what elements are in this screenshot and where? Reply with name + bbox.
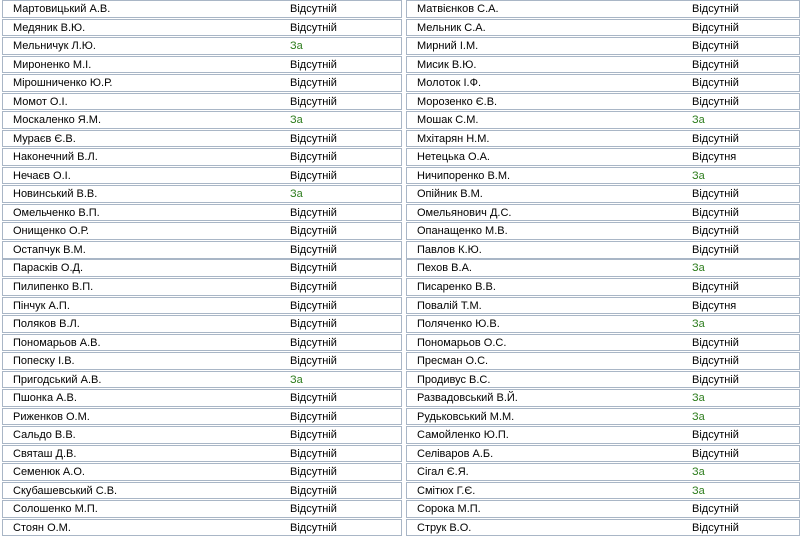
table-row: [406, 334, 800, 352]
table-row: [406, 278, 800, 296]
table-row: [406, 371, 800, 389]
vote-status: За: [290, 114, 303, 127]
deputy-name: Мисик В.Ю.: [417, 58, 477, 71]
deputy-name: Морозенко Є.В.: [417, 95, 498, 108]
vote-status: Відсутній: [290, 280, 337, 293]
deputy-name: Мураєв Є.В.: [13, 132, 76, 145]
deputy-name: Рудьковський М.М.: [417, 410, 515, 423]
table-row: [406, 500, 800, 518]
table-row: [406, 389, 800, 407]
deputy-name: Сорока М.П.: [417, 503, 481, 516]
deputy-name: Сальдо В.В.: [13, 429, 76, 442]
deputy-name: Омельянович Д.С.: [417, 206, 512, 219]
table-row: [2, 371, 402, 389]
vote-status: Відсутній: [692, 58, 739, 71]
table-row: [406, 408, 800, 426]
deputy-name: Святаш Д.В.: [13, 447, 77, 460]
deputy-name: Онищенко О.Р.: [13, 225, 89, 238]
deputy-name: Селіваров А.Б.: [417, 447, 494, 460]
left-vote-list: [2, 0, 402, 537]
deputy-name: Матвієнков С.А.: [417, 3, 499, 15]
deputy-name: Повалій Т.М.: [417, 299, 482, 312]
table-row: [406, 185, 800, 203]
deputy-name: Опанащенко М.В.: [417, 225, 508, 238]
deputy-name: Молоток І.Ф.: [417, 77, 482, 90]
deputy-name: Пінчук А.П.: [13, 299, 70, 312]
deputy-name: Сігал Є.Я.: [417, 466, 469, 479]
vote-status: Відсутній: [290, 225, 337, 238]
deputy-name: Развадовський В.Й.: [417, 392, 518, 405]
vote-status: Відсутній: [692, 355, 739, 368]
vote-status: Відсутній: [692, 447, 739, 460]
vote-status: Відсутній: [692, 503, 739, 516]
deputy-name: Наконечний В.Л.: [13, 151, 98, 164]
vote-status: Відсутній: [290, 447, 337, 460]
deputy-name: Парасків О.Д.: [13, 262, 84, 275]
deputy-name: Скубашевський С.В.: [13, 484, 118, 497]
vote-status: Відсутній: [692, 21, 739, 34]
table-row: [406, 482, 800, 500]
deputy-name: Ничипоренко В.М.: [417, 169, 511, 182]
table-row: [406, 445, 800, 463]
table-row: [406, 111, 800, 129]
deputy-name: Пономарьов А.В.: [13, 336, 101, 349]
vote-status: Відсутній: [290, 132, 337, 145]
deputy-name: Мошак С.М.: [417, 114, 479, 127]
table-row: [2, 222, 402, 240]
deputy-name: Москаленко Я.М.: [13, 114, 102, 127]
vote-status: Відсутній: [692, 373, 739, 386]
vote-status: За: [290, 188, 303, 201]
vote-status: Відсутній: [290, 521, 337, 534]
deputy-name: Омельченко В.П.: [13, 206, 100, 219]
deputy-name: Пилипенко В.П.: [13, 280, 94, 293]
vote-status: За: [692, 262, 705, 275]
vote-status: Відсутній: [290, 503, 337, 516]
deputy-name: Пригодський А.В.: [13, 373, 102, 386]
vote-status: Відсутній: [290, 95, 337, 108]
vote-status: Відсутній: [692, 188, 739, 201]
vote-status: Відсутній: [290, 392, 337, 405]
vote-status: Відсутній: [290, 58, 337, 71]
table-row: [2, 111, 402, 129]
table-row: [2, 463, 402, 481]
vote-status: Відсутній: [692, 280, 739, 293]
vote-status: Відсутній: [290, 206, 337, 219]
deputy-name: Пшонка А.В.: [13, 392, 77, 405]
table-row: [2, 297, 402, 315]
vote-status: За: [290, 373, 303, 386]
deputy-name: Мельничук Л.Ю.: [13, 40, 96, 53]
table-row: [406, 241, 800, 259]
table-row: [2, 315, 402, 333]
vote-status: Відсутній: [290, 243, 337, 256]
table-row: [2, 241, 402, 259]
deputy-name: Риженков О.М.: [13, 410, 90, 423]
deputy-name: Новинський В.В.: [13, 188, 98, 201]
deputy-name: Мартовицький А.В.: [13, 3, 111, 15]
table-row: [2, 500, 402, 518]
vote-status: Відсутня: [692, 151, 737, 164]
vote-status: Відсутній: [290, 77, 337, 90]
table-row: [2, 37, 402, 55]
table-row: [2, 93, 402, 111]
deputy-name: Стоян О.М.: [13, 521, 71, 534]
vote-status: За: [692, 392, 705, 405]
vote-status: За: [692, 169, 705, 182]
deputy-name: Нетецька О.А.: [417, 151, 490, 164]
deputy-name: Поляков В.Л.: [13, 318, 80, 331]
vote-status: Відсутній: [290, 169, 337, 182]
table-row: [406, 19, 800, 37]
vote-status: Відсутній: [692, 95, 739, 108]
vote-status: За: [692, 466, 705, 479]
table-row: [406, 352, 800, 370]
table-row: [406, 93, 800, 111]
vote-status: За: [692, 318, 705, 331]
table-row: [406, 222, 800, 240]
deputy-name: Опійник В.М.: [417, 188, 483, 201]
vote-status: Відсутній: [692, 225, 739, 238]
table-row: [2, 185, 402, 203]
vote-status: Відсутній: [290, 151, 337, 164]
table-row: [406, 315, 800, 333]
vote-status: Відсутній: [290, 355, 337, 368]
deputy-name: Семенюк А.О.: [13, 466, 85, 479]
vote-status: Відсутній: [290, 336, 337, 349]
table-row: [406, 426, 800, 444]
vote-status: Відсутній: [692, 77, 739, 90]
table-row: [2, 408, 402, 426]
deputy-name: Смітюх Г.Є.: [417, 484, 476, 497]
vote-status: Відсутній: [692, 206, 739, 219]
vote-status: За: [692, 484, 705, 497]
vote-status: Відсутній: [692, 429, 739, 442]
vote-status: Відсутній: [290, 429, 337, 442]
table-row: [406, 204, 800, 222]
table-row: [406, 130, 800, 148]
vote-status: Відсутній: [290, 299, 337, 312]
table-row: [2, 259, 402, 277]
deputy-name: Мхітарян Н.М.: [417, 132, 490, 145]
table-row: [2, 445, 402, 463]
table-row: [2, 56, 402, 74]
deputy-name: Поляченко Ю.В.: [417, 318, 500, 331]
vote-status: Відсутній: [290, 484, 337, 497]
deputy-name: Момот О.І.: [13, 95, 68, 108]
table-row: [2, 74, 402, 92]
deputy-name: Продивус В.С.: [417, 373, 491, 386]
vote-status: Відсутній: [692, 132, 739, 145]
right-vote-list: [406, 0, 800, 537]
deputy-name: Мироненко М.І.: [13, 58, 92, 71]
deputy-name: Пехов В.А.: [417, 262, 472, 275]
table-row: [2, 334, 402, 352]
vote-status: Відсутній: [290, 466, 337, 479]
deputy-name: Нечаєв О.І.: [13, 169, 71, 182]
deputy-name: Мирний І.М.: [417, 40, 479, 53]
table-row: [406, 297, 800, 315]
deputy-name: Струк В.О.: [417, 521, 472, 534]
table-row: [2, 352, 402, 370]
vote-status: Відсутній: [692, 336, 739, 349]
table-row: [2, 0, 402, 18]
vote-status: Відсутній: [290, 410, 337, 423]
table-row: [406, 167, 800, 185]
table-row: [2, 130, 402, 148]
table-row: [2, 389, 402, 407]
vote-status: Відсутній: [290, 3, 337, 15]
table-row: [406, 148, 800, 166]
vote-status: За: [290, 40, 303, 53]
deputy-name: Самойленко Ю.П.: [417, 429, 509, 442]
table-row: [406, 463, 800, 481]
vote-status: Відсутній: [290, 318, 337, 331]
deputy-name: Попеску І.В.: [13, 355, 75, 368]
vote-status: Відсутній: [692, 3, 739, 15]
table-row: [2, 278, 402, 296]
table-row: [406, 37, 800, 55]
table-row: [406, 74, 800, 92]
vote-status: Відсутній: [290, 21, 337, 34]
vote-status: Відсутній: [290, 262, 337, 275]
vote-status: Відсутній: [692, 521, 739, 534]
table-row: [406, 0, 800, 18]
table-row: [2, 482, 402, 500]
table-row: [2, 204, 402, 222]
deputy-name: Павлов К.Ю.: [417, 243, 482, 256]
table-row: [2, 426, 402, 444]
deputy-name: Медяник В.Ю.: [13, 21, 86, 34]
deputy-name: Мірошниченко Ю.Р.: [13, 77, 113, 90]
table-row: [2, 19, 402, 37]
vote-status: Відсутня: [692, 299, 737, 312]
table-row: [406, 259, 800, 277]
table-row: [2, 167, 402, 185]
deputy-name: Солошенко М.П.: [13, 503, 98, 516]
deputy-name: Мельник С.А.: [417, 21, 486, 34]
vote-status: Відсутній: [692, 243, 739, 256]
deputy-name: Пономарьов О.С.: [417, 336, 507, 349]
deputy-name: Писаренко В.В.: [417, 280, 496, 293]
vote-status: За: [692, 114, 705, 127]
table-row: [406, 56, 800, 74]
deputy-name: Остапчук В.М.: [13, 243, 86, 256]
vote-status: За: [692, 410, 705, 423]
deputy-name: Пресман О.С.: [417, 355, 489, 368]
table-row: [2, 148, 402, 166]
vote-status: Відсутній: [692, 40, 739, 53]
